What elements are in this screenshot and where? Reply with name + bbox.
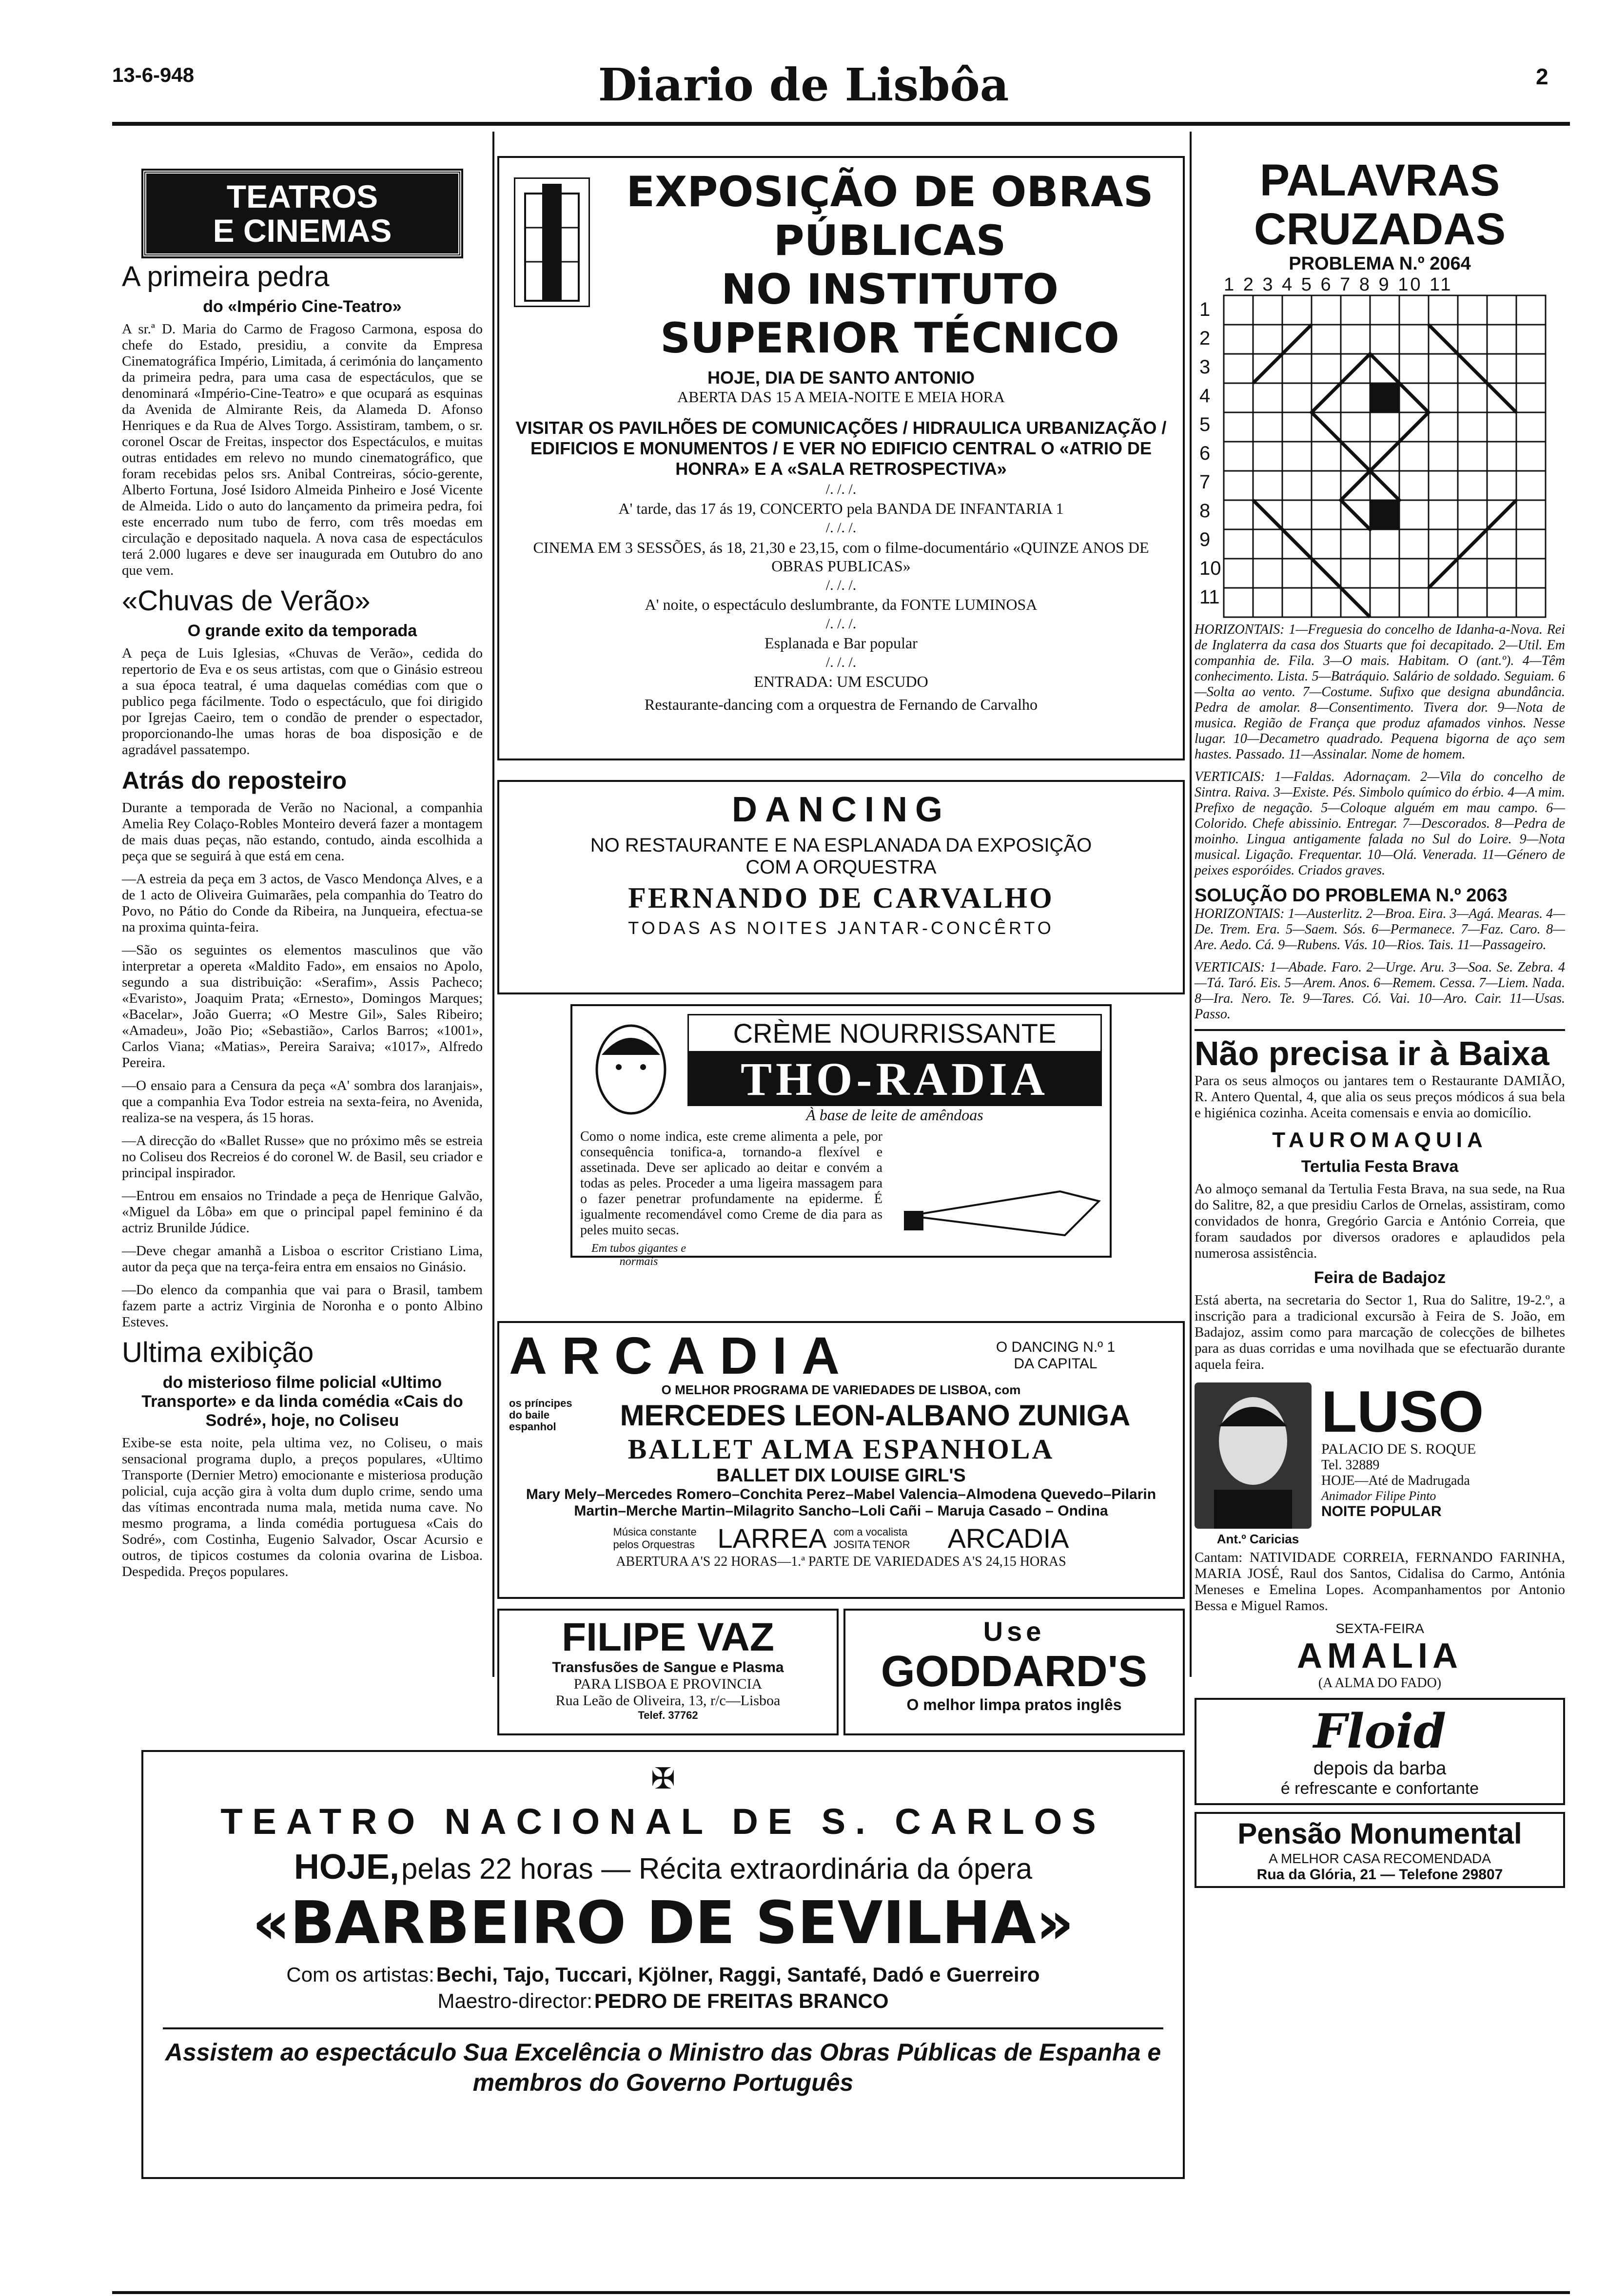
amalia-day: SEXTA-FEIRA <box>1335 1621 1424 1636</box>
pensao-line: A MELHOR CASA RECOMENDADA <box>1269 1851 1491 1866</box>
goddards-ad <box>843 1609 1185 1735</box>
singer-photo <box>1195 1382 1312 1529</box>
arcadia-orchestra: ARCADIA <box>947 1523 1069 1554</box>
article-body: —São os seguintes os elementos masculinos que vão interpretar a opereta «Maldito Fado», em ensaios no Apolo, segundo a sua distribuição: «Serafim», Assis Pacheco; «Evaristo», Joaquim Prata; «Ernesto», Domingos Marques; «Bacelar», João Guerra; «O Mestre Gil», Sales Ribeiro; «Amadeu», João Pio; «Sebastião», Carlos Barros; «1001», Carlos Viana; «Matias», Pereira Saraiva; «1017», Alfredo Pereira. <box>122 942 483 1070</box>
solution-vertical: VERTICAIS: 1—Abade. Faro. 2—Urge. Aru. 3—Soa. Se. Zebra. 4—Tá. Taró. Eis. 5—Arem. Anos. 6—Remem. Cessa. 7—Liem. Nada. 8—Ira. Nero. Te. 9—Tares. Có. Vai. 10—Aro. Cair. 11—Usas. Passo. <box>1195 960 1565 1022</box>
luso-line: NOITE POPULAR <box>1321 1503 1442 1519</box>
dancing-line: TODAS AS NOITES JANTAR-CONCÊRTO <box>628 918 1054 938</box>
crest-icon: ✠ <box>650 1763 676 1795</box>
dancing-ad <box>497 780 1185 994</box>
article-subheading: Tertulia Festa Brava <box>1301 1157 1459 1176</box>
luso-line: HOJE—Até de Madrugada <box>1321 1473 1470 1488</box>
dancing-title: DANCING <box>732 790 950 829</box>
thoradia-brand: THO-RADIA <box>687 1052 1102 1106</box>
expo-hours: ABERTA DAS 15 A MEIA-NOITE E MEIA HORA <box>677 388 1005 406</box>
row-number: 9 <box>1199 529 1211 550</box>
article-heading: TAUROMAQUIA <box>1272 1128 1488 1152</box>
expo-fountain: A' noite, o espectáculo deslumbrante, da FONTE LUMINOSA <box>645 596 1038 613</box>
arcadia-line: Música constante pelos Orquestras <box>613 1525 697 1551</box>
floid-ad <box>1195 1698 1565 1805</box>
bottom-rule <box>112 2291 1570 2294</box>
arcadia-tag: DA CAPITAL <box>1014 1356 1097 1372</box>
article-subheading: do misterioso filme policial «Ultimo Transporte» e da linda comédia «Cais do Sodré», hoje, no Coliseu <box>141 1373 463 1430</box>
issue-date: 13-6-948 <box>112 63 195 86</box>
sao-carlos-title: TEATRO NACIONAL DE S. CARLOS <box>220 1801 1106 1842</box>
arcadia-line: ABERTURA A'S 22 HORAS—1.ª PARTE DE VARIEDADES A'S 24,15 HORAS <box>616 1554 1066 1569</box>
arcadia-line: os príncipes do baile espanhol <box>509 1397 572 1433</box>
top-rule <box>112 122 1570 126</box>
expo-date: HOJE, DIA DE SANTO ANTONIO <box>707 368 975 388</box>
floid-logo: Floid <box>1313 1704 1447 1759</box>
article-body: —Deve chegar amanhã a Lisboa o escritor Cristiano Lima, autor da peça que na terça-feira entra em ensaios no Ginásio. <box>122 1243 483 1275</box>
article-subheading: O grande exito da temporada <box>187 622 417 640</box>
article-body: Está aberta, na secretaria do Sector 1, Rua do Salitre, 19-2.º, a inscrição para a tradicional excursão à Feira de S. João, em Badajoz, assim como para marcação de colecções de bilhetes para as duas corridas e uma novilhada que se efectuarão durante aquela feira. <box>1195 1292 1565 1372</box>
crossword <box>1195 295 1565 622</box>
arcadia-line: O MELHOR PROGRAMA DE VARIEDADES DE LISBOA, com <box>661 1382 1021 1397</box>
pensao-ad <box>1195 1812 1565 1888</box>
column-divider <box>492 132 494 1677</box>
row-number: 4 <box>1199 385 1211 407</box>
article-subheading: Feira de Badajoz <box>1313 1268 1446 1287</box>
sao-carlos-opera: «BARBEIRO DE SEVILHA» <box>252 1889 1074 1957</box>
goddards-line: O melhor limpa pratos inglês <box>906 1696 1122 1713</box>
article-body: A sr.ª D. Maria do Carmo de Fragoso Carmona, esposa do chefe do Estado, presidiu, a convite da Empresa Cinematográfica Império, Limitada, á cerimónia do lançamento da primeira pedra, para uma casa de espectáculos, que se denominará «Império-Cine-Teatro» e que ocupará as esquinas da Avenida de Almirante Reis, da Alameda D. Afonso Henriques e da Rua de Alves Torgo. Assistiram, tambem, o sr. coronel Oscar de Freitas, inspector dos Espectáculos, e muitas outras entidades em relevo no mundo cinematográfico, que foram recebidas pelos srs. Anibal Contreiras, sócio-gerente, Alberto Fortuna, José Isidoro Almeida Pinheiro e José Vicente de Almeida. Lido o auto do lançamento da primeira pedra, foi este encerrado num tubo de ferro, com três moedas em circulação e depositado naquela. A nova casa de espectáculos terá 2.000 lugares e deve ser inaugurada em Outubro do ano que vem. <box>122 321 483 578</box>
thoradia-ad <box>570 1004 1112 1268</box>
crossword-problem: PROBLEMA N.º 2064 <box>1289 253 1471 274</box>
arcadia-ad <box>497 1321 1185 1599</box>
right-column <box>1195 132 1565 2286</box>
separator: /. /. /. <box>825 481 857 497</box>
article-body: Para os seus almoços ou jantares tem o Restaurante DAMIÃO, R. Antero Quental, 4, que alia os seus preços módicos á sua bela e higiénica cozinha. Aceita comensais e envia ao domicílio. <box>1195 1073 1565 1121</box>
article-body: —O ensaio para a Censura da peça «A' sombra dos laranjais», que a companhia Eva Todor estreia na sexta-feira, no Avenida, realiza-se na vespera, ás 15 horas. <box>122 1078 483 1126</box>
luso-singers: Cantam: NATIVIDADE CORREIA, FERNANDO FARINHA, MARIA JOSÉ, Raul dos Santos, Cidalisa do Carmo, Antónia Meneses e Emelina Lopes. Acompanhamentos por Antonio Bessa e Miguel Ramos. <box>1195 1550 1565 1614</box>
article-heading: «Chuvas de Verão» <box>122 585 371 617</box>
solution-heading: SOLUÇÃO DO PROBLEMA N.º 2063 <box>1195 885 1508 906</box>
building-illustration <box>514 177 590 307</box>
expo-concert: A' tarde, das 17 ás 19, CONCERTO pela BANDA DE INFANTARIA 1 <box>618 500 1064 517</box>
sao-carlos-artists: Bechi, Tajo, Tuccari, Kjölner, Raggi, Santafé, Dadó e Guerreiro <box>436 1963 1040 1986</box>
page-number: 2 <box>1536 64 1548 89</box>
thoradia-tubes: Em tubos gigantes e normais <box>591 1242 686 1268</box>
expo-bar: Esplanada e Bar popular <box>764 634 918 652</box>
arcadia-line: com a vocalista JOSITA TENOR <box>833 1525 910 1551</box>
arcadia-ballet: BALLET ALMA ESPANHOLA <box>627 1433 1055 1465</box>
sao-carlos-conductor: PEDRO DE FREITAS BRANCO <box>594 1989 889 2012</box>
thoradia-line: À base de leite de amêndoas <box>806 1106 983 1124</box>
arcadia-stars: MERCEDES LEON-ALBANO ZUNIGA <box>620 1399 1131 1432</box>
crossword-title: PALAVRAS CRUZADAS <box>1254 156 1506 254</box>
article-body: A peça de Luis Iglesias, «Chuvas de Verão», cedida do repertorio de Eva e os seus artistas, com que o Ginásio estreou a sua época teatral, é uma daquelas comédias com que o publico pega fácilmente. Todo o espectáculo, que foi dirigido por Igrejas Caeiro, tem o condão de prender o espectador, proporcionando-lhe umas horas de boa disposição e de agradável passatempo. <box>122 645 483 758</box>
filipe-vaz-line: Transfusões de Sangue e Plasma <box>552 1659 784 1675</box>
left-column <box>122 132 483 1677</box>
filipe-vaz-ad <box>497 1609 839 1735</box>
crossword-columns: 1 2 3 4 5 6 7 8 9 10 11 <box>1224 274 1453 295</box>
clues-label: HORIZONTAIS: <box>1195 622 1285 637</box>
separator: /. /. /. <box>825 520 857 536</box>
clues-horizontal: 1—Freguesia do concelho de Idanha-a-Nova. Rei de Inglaterra da casa dos Stuarts que foi decapitado. 2—Util. Em companhia de. Fila. 3—O mais. Habitam. O (ant.º). 4—Têm conhecimento. Lista. 5—Batráquio. Salário de soldado. Seguiam. 6—Solta ao vento. 7—Costume. Sufixo que designa abundância. Pedra de amolar. 8—Consentimento. Tivera dor. 9—Nota de musica. Região de França que produz afamados vinhos. Nesse lugar. 10—Decametro quadrado. Pequena bigorna de aço sem hastes. Passado. 11—Assinalar. Nome de homem. <box>1195 622 1566 762</box>
arcadia-tag: O DANCING N.º 1 <box>996 1339 1116 1355</box>
solution-horizontal: HORIZONTAIS: 1—Austerlitz. 2—Broa. Eira. 3—Agá. Mearas. 4—De. Trem. Era. 5—Saem. Sós. 6—Permanece. 7—Faz. Caro. 8—Are. Aedo. Cá. 9—Rubens. Vás. 10—Rios. Tais. 11—Passageiro. <box>1195 906 1565 953</box>
goddards-line: Use <box>983 1616 1045 1647</box>
expo-entry: ENTRADA: UM ESCUDO <box>754 673 928 690</box>
floid-line: é refrescante e confortante <box>1280 1779 1479 1798</box>
article-body: —A direcção do «Ballet Russe» que no próximo mês se estreia no Coliseu dos Recreios é do coronel W. de Basil, seu criador e principal inspirador. <box>122 1133 483 1181</box>
row-number: 1 <box>1199 299 1211 320</box>
clues-label: VERTICAIS: <box>1195 769 1265 784</box>
article-body: —Entrou em ensaios no Trindade a peça de Henrique Galvão, «Miguel da Lôba» em que o principal papel feminino é da actriz Brunilde Júdice. <box>122 1188 483 1236</box>
article-heading: Não precisa ir à Baixa <box>1195 1029 1565 1073</box>
thoradia-line: CRÈME NOURRISSANTE <box>687 1014 1102 1052</box>
newspaper-title: Diario de Lisbôa <box>598 58 1009 111</box>
expo-cinema: CINEMA EM 3 SESSÕES, ás 18, 21,30 e 23,15, com o filme-documentário «QUINZE ANOS DE OBRAS PUBLICAS» <box>533 539 1149 575</box>
filipe-vaz-address: Rua Leão de Oliveira, 13, r/c—Lisboa <box>555 1693 781 1709</box>
banner-line: TEATROS <box>226 178 378 214</box>
luso-line: PALACIO DE S. ROQUE <box>1321 1441 1476 1457</box>
expo-ad <box>497 156 1185 760</box>
goddards-title: GODDARD'S <box>881 1647 1148 1696</box>
sao-carlos-line: pelas 22 horas — Récita extraordinária da ópera <box>401 1852 1033 1885</box>
arcadia-title: ARCADIA <box>509 1326 854 1385</box>
floid-line: depois da barba <box>1313 1758 1447 1779</box>
row-number: 5 <box>1199 414 1211 435</box>
article-heading: A primeira pedra <box>122 261 330 292</box>
row-number: 11 <box>1199 586 1220 608</box>
tube-illustration <box>904 1172 1104 1245</box>
pensao-title: Pensão Monumental <box>1237 1817 1522 1850</box>
luso-line: Tel. 32889 <box>1321 1458 1380 1473</box>
expo-restaurant: Restaurante-dancing com a orquestra de Fernando de Carvalho <box>645 696 1038 713</box>
dancing-line: COM A ORQUESTRA <box>745 856 937 878</box>
clues-vertical: 1—Faldas. Adornaçam. 2—Vila do concelho de Sintra. Raiva. 3—Existe. Pés. Simbolo químico do érbio. 4—A mim. Prefixo de negação. 5—Coloque alguém em mau campo. 6—Colorido. Chefe abissinio. Entregar. 7—Descorados. 8—Pedra de moinho. Lingua antigamente falada no Sul do Loire. 9—Nota musical. Ligação. Frequentar. 10—Olá. Venerada. 11—Género de peixes esporóides. Criados graves. <box>1195 769 1565 878</box>
crossword-grid <box>1224 295 1546 617</box>
sao-carlos-note: Assistem ao espectáculo Sua Excelência o Ministro das Obras Públicas de Espanha e membros do Governo Português <box>163 2027 1163 2098</box>
article-body: Exibe-se esta noite, pela ultima vez, no Coliseu, o mais sensacional programa duplo, a preços populares, «Ultimo Transporte (Dernier Metro) emocionante e misteriosa produção policial, cuja acção gira à volta dum duplo crime, sendo uma das vítimas encontrada numa mala, metida numa cave. No mesmo programa, a linda comédia portuguesa «Cais do Sodré», com Costinha, Eugenio Salvador, Oscar Acursio e outros, de tipicos costumes da colonia ovarina de Lisboa. Despedida. Preços populares. <box>122 1435 483 1579</box>
arcadia-ballet: BALLET DIX LOUISE GIRL'S <box>716 1465 966 1486</box>
row-number: 6 <box>1199 443 1211 464</box>
amalia-sub: (A ALMA DO FADO) <box>1318 1675 1442 1691</box>
theatre-banner <box>143 171 461 256</box>
expo-title: EXPOSIÇÃO DE OBRAS PÚBLICAS <box>626 168 1154 265</box>
row-number: 8 <box>1199 500 1211 522</box>
separator: /. /. /. <box>825 577 857 593</box>
separator: /. /. /. <box>825 616 857 632</box>
article-body: —A estreia da peça em 3 actos, de Vasco Mendonça Alves, e a de 1 acto de Oliveira Guimarães, pela companhia do Teatro do Povo, no Pátio do Conde da Ribeira, na Junqueira, efectua-se na proxima quinta-feira. <box>122 871 483 935</box>
crossword-rows <box>1199 295 1219 612</box>
thoradia-body: Como o nome indica, este creme alimenta a pele, por consequência tonifica-a, tornando-a flexível e assetinada. Deve ser aplicado ao deitar e convém a todas as peles. Proceder a uma ligeira massagem para o fazer penetrar profundamente na epiderme. É igualmente recomendável como Creme de dia para as peles muito secas. <box>580 1129 882 1238</box>
amalia-title: AMALIA <box>1297 1636 1463 1675</box>
pensao-address: Rua da Glória, 21 — Telefone 29807 <box>1256 1867 1503 1883</box>
expo-subtitle: NO INSTITUTO SUPERIOR TÉCNICO <box>660 265 1119 363</box>
column-divider <box>1190 132 1192 1677</box>
article-heading: Ultima exibição <box>122 1337 314 1368</box>
sao-carlos-ad <box>141 1750 1185 2179</box>
sao-carlos-today: HOJE, <box>294 1848 399 1887</box>
filipe-vaz-title: FILIPE VAZ <box>562 1615 774 1659</box>
banner-line: E CINEMAS <box>213 213 392 249</box>
row-number: 2 <box>1199 328 1211 349</box>
dancing-line: NO RESTAURANTE E NA ESPLANADA DA EXPOSIÇÃO <box>590 835 1092 856</box>
face-illustration <box>582 1016 680 1128</box>
arcadia-artists: Mary Mely–Mercedes Romero–Conchita Perez–Mabel Valencia–Almodena Quevedo–Pilarin Martin–Merche Martin–Milagrito Sancho–Loli Cañi – Maruja Casado – Ondina <box>526 1486 1156 1519</box>
separator: /. /. /. <box>825 654 857 670</box>
sao-carlos-line: Com os artistas: <box>286 1963 434 1986</box>
photo-caption: Ant.º Caricias <box>1216 1532 1299 1546</box>
dancing-orchestra: FERNANDO DE CARVALHO <box>628 882 1054 914</box>
luso-line: Animador Filipe Pinto <box>1321 1489 1436 1503</box>
article-body: —Do elenco da companhia que vai para o Brasil, tambem fazem parte a actriz Virginia de Noronha e o ponto Albino Esteves. <box>122 1282 483 1330</box>
luso-title: LUSO <box>1321 1379 1484 1444</box>
row-number: 7 <box>1199 471 1211 493</box>
row-number: 10 <box>1199 558 1221 579</box>
filipe-vaz-phone: Telef. 37762 <box>638 1709 698 1721</box>
article-body: Ao almoço semanal da Tertulia Festa Brava, na sua sede, na Rua do Salitre, 82, a que presidiu Carlos de Ornelas, assistiram, como convidados de honra, Gregório Garcia e António Correia, que foram saudados por diversos oradores e aplaudidos pela numerosa assistência. <box>1195 1181 1565 1261</box>
expo-visit: VISITAR OS PAVILHÕES DE COMUNICAÇÕES / HIDRAULICA URBANIZAÇÃO / EDIFICIOS E MONUMENTOS / E VER NO EDIFICIO CENTRAL O «ATRIO DE HONRA» E A «SALA RETROSPECTIVA» <box>515 418 1167 479</box>
article-subheading: do «Império Cine-Teatro» <box>203 297 402 316</box>
arcadia-orchestra: LARREA <box>717 1523 827 1554</box>
article-heading: Atrás do reposteiro <box>122 767 347 794</box>
article-body: Durante a temporada de Verão no Nacional, a companhia Amelia Rey Colaço-Robles Monteiro deverá fazer a montagem de mais duas peças, não estando, contudo, ainda escolhida a peça que se seguirá à que está em cena. <box>122 800 483 864</box>
filipe-vaz-line: PARA LISBOA E PROVINCIA <box>573 1676 763 1692</box>
sao-carlos-line: Maestro-director: <box>437 1989 592 2012</box>
row-number: 3 <box>1199 356 1211 378</box>
